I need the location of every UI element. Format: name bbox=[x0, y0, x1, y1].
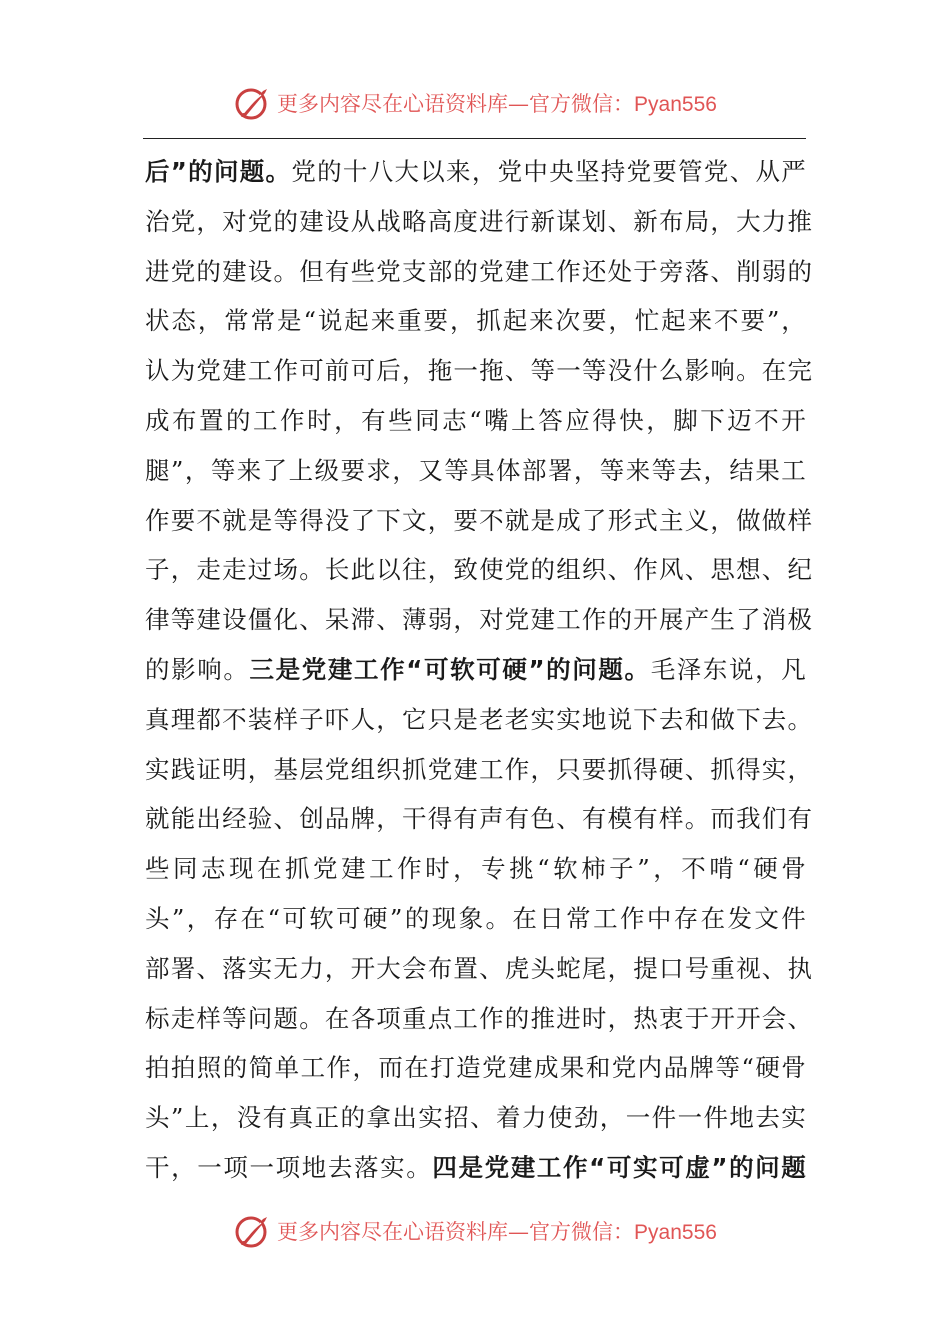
text-line bbox=[145, 496, 814, 546]
text-line bbox=[145, 147, 807, 197]
header-banner bbox=[0, 78, 950, 128]
text-segment: 干，一项一项地去落实。 bbox=[145, 1152, 433, 1182]
text-segment: 党的十八大以来，党中央坚持党要管党、从严 bbox=[291, 157, 807, 186]
text-line bbox=[145, 645, 807, 695]
bold-text-segment: 后”的问题。 bbox=[145, 157, 292, 186]
text-segment: 子，走走过场。长此以往，致使党的组织、作风、思想、纪 bbox=[145, 555, 814, 585]
text-line bbox=[145, 545, 814, 595]
header-account-label: 官方微信： bbox=[529, 92, 635, 116]
text-segment: 的影响。 bbox=[145, 654, 250, 684]
text-segment: 部署、落实无力，开大会布置、虎头蛇尾，提口号重视、执 bbox=[145, 953, 814, 983]
text-segment: 作要不就是等得没了下文，要不就是成了形式主义，做做样 bbox=[145, 505, 814, 535]
bold-text-segment: 四是党建工作“可实可虚”的问题 bbox=[432, 1152, 808, 1182]
header-site-name: 更多内容尽在心语资料库 bbox=[277, 92, 509, 116]
text-segment: 成布置的工作时，有些同志“嘴上答应得快，脚下迈不开 bbox=[145, 405, 807, 435]
header-account-id: Pyan556 bbox=[634, 93, 717, 116]
text-segment: 状态，常常是“说起来重要，抓起来次要，忙起来不要”， bbox=[145, 306, 807, 336]
text-segment: 头”上，没有真正的拿出实招、着力使劲，一件一件地去实 bbox=[145, 1103, 807, 1133]
header-separator: — bbox=[508, 92, 530, 116]
footer-site-name: 更多内容尽在心语资料库 bbox=[277, 1220, 509, 1244]
text-line bbox=[145, 944, 814, 994]
text-segment: 认为党建工作可前可后，拖一拖、等一等没什么影响。在完 bbox=[145, 356, 814, 386]
text-line bbox=[145, 894, 807, 944]
text-line bbox=[145, 247, 814, 297]
text-line bbox=[145, 595, 814, 645]
text-line bbox=[145, 844, 807, 894]
text-line bbox=[145, 794, 814, 844]
text-line bbox=[145, 1143, 807, 1193]
text-line bbox=[145, 446, 807, 496]
text-line bbox=[145, 695, 814, 745]
text-segment: 进党的建设。但有些党支部的党建工作还处于旁落、削弱的 bbox=[145, 256, 814, 286]
text-segment: 毛泽东说，凡 bbox=[650, 654, 808, 684]
text-line bbox=[145, 1093, 807, 1143]
footer-banner bbox=[0, 1206, 950, 1256]
text-line bbox=[145, 197, 814, 247]
text-line bbox=[145, 1043, 807, 1093]
text-segment: 真理都不装样子吓人，它只是老老实实地说下去和做下去。 bbox=[145, 704, 814, 734]
text-segment: 就能出经验、创品牌，干得有声有色、有模有样。而我们有 bbox=[145, 804, 814, 834]
footer-account-id: Pyan556 bbox=[634, 1221, 717, 1244]
text-segment: 实践证明，基层党组织抓党建工作，只要抓得硬、抓得实， bbox=[145, 754, 814, 784]
text-segment: 律等建设僵化、呆滞、薄弱，对党建工作的开展产生了消极 bbox=[145, 605, 814, 635]
text-segment: 些同志现在抓党建工作时，专挑“软柿子”，不啃“硬骨 bbox=[145, 854, 807, 884]
header-divider bbox=[143, 138, 806, 139]
text-line bbox=[145, 346, 814, 396]
text-segment: 治党，对党的建设从战略高度进行新谋划、新布局，大力推 bbox=[145, 206, 814, 236]
text-segment: 腿”，等来了上级要求，又等具体部署，等来等去，结果工 bbox=[145, 455, 807, 485]
text-line bbox=[145, 396, 807, 446]
text-segment: 拍拍照的简单工作，而在打造党建成果和党内品牌等“硬骨 bbox=[145, 1053, 807, 1083]
footer-account-label: 官方微信： bbox=[529, 1220, 635, 1244]
text-segment: 标走样等问题。在各项重点工作的推进时，热衷于开开会、 bbox=[145, 1003, 814, 1033]
text-line bbox=[145, 296, 807, 346]
document-body bbox=[145, 147, 814, 1193]
footer-separator: — bbox=[508, 1220, 530, 1244]
quill-pen-logo-icon bbox=[233, 83, 273, 123]
quill-pen-logo-icon bbox=[233, 1211, 273, 1251]
text-line bbox=[145, 745, 814, 795]
bold-text-segment: 三是党建工作“可软可硬”的问题。 bbox=[249, 654, 651, 684]
text-segment: 头”，存在“可软可硬”的现象。在日常工作中存在发文件 bbox=[145, 903, 807, 933]
text-line bbox=[145, 994, 814, 1044]
